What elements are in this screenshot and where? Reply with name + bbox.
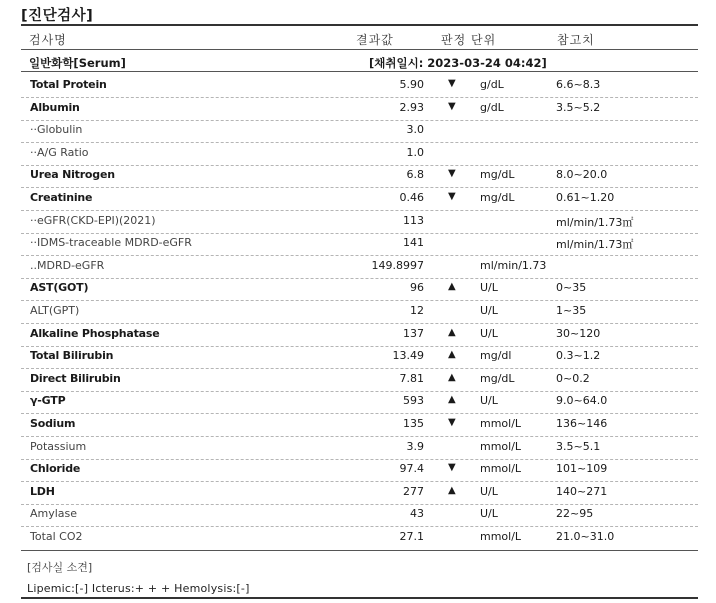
unit-cell: mmol/L xyxy=(480,530,522,543)
table-row xyxy=(21,390,698,414)
test-name: ALT(GPT) xyxy=(30,304,80,317)
high-flag-icon: ▲ xyxy=(448,394,456,405)
table-bottom-rule xyxy=(21,550,698,551)
table-row xyxy=(21,164,698,188)
col-header-flag: 판정 xyxy=(441,33,467,47)
test-name: Alkaline Phosphatase xyxy=(30,327,160,340)
unit-cell: U/L xyxy=(480,304,498,317)
unit-cell: U/L xyxy=(480,485,498,498)
result-value: 593 xyxy=(403,394,424,407)
table-row xyxy=(21,277,698,301)
test-name: LDH xyxy=(30,485,55,498)
high-flag-icon: ▲ xyxy=(448,485,456,496)
table-row xyxy=(21,232,698,256)
result-value: 141 xyxy=(403,236,424,249)
table-row xyxy=(21,458,698,482)
result-value: 43 xyxy=(410,507,424,520)
table-row xyxy=(21,436,698,460)
low-flag-icon: ▼ xyxy=(448,78,456,89)
result-value: 97.4 xyxy=(399,462,424,475)
table-row xyxy=(21,345,698,369)
result-value: 12 xyxy=(410,304,424,317)
unit-cell: mmol/L xyxy=(480,462,522,475)
col-header-test: 검사명 xyxy=(29,33,67,47)
unit-cell: ml/min/1.73 xyxy=(480,259,547,272)
result-value: 0.46 xyxy=(399,191,424,204)
table-row xyxy=(21,368,698,392)
unit-cell: mmol/L xyxy=(480,440,522,453)
result-value: 3.9 xyxy=(406,440,424,453)
unit-cell: mg/dL xyxy=(480,168,515,181)
table-row xyxy=(21,119,698,143)
test-name: Total Protein xyxy=(30,78,107,91)
result-value: 7.81 xyxy=(399,372,424,385)
unit-cell: mg/dL xyxy=(480,372,515,385)
result-value: 277 xyxy=(403,485,424,498)
table-row xyxy=(21,142,698,166)
high-flag-icon: ▲ xyxy=(448,349,456,360)
low-flag-icon: ▼ xyxy=(448,168,456,179)
table-row xyxy=(21,187,698,211)
low-flag-icon: ▼ xyxy=(448,417,456,428)
header-rule xyxy=(21,49,698,50)
low-flag-icon: ▼ xyxy=(448,191,456,202)
result-value: 137 xyxy=(403,327,424,340)
reference-range: 6.6~8.3 xyxy=(556,78,601,91)
table-row xyxy=(21,97,698,121)
test-name: Potassium xyxy=(30,440,87,453)
result-value: 27.1 xyxy=(399,530,424,543)
reference-range: 9.0~64.0 xyxy=(556,394,608,407)
reference-range: ml/min/1.73㎡ xyxy=(556,238,634,251)
table-row xyxy=(21,210,698,234)
result-value: 135 xyxy=(403,417,424,430)
notes-title: [검사실 소견] xyxy=(27,561,93,574)
test-name: Total Bilirubin xyxy=(30,349,114,362)
result-value: 96 xyxy=(410,281,424,294)
unit-cell: U/L xyxy=(480,394,498,407)
test-name: ··A/G Ratio xyxy=(30,146,89,159)
high-flag-icon: ▲ xyxy=(448,372,456,383)
test-name: Amylase xyxy=(30,507,78,520)
reference-range: 0~0.2 xyxy=(556,372,590,385)
report-title: [진단검사] xyxy=(21,8,94,24)
low-flag-icon: ▼ xyxy=(448,462,456,473)
title-rule xyxy=(21,24,698,26)
result-value: 3.0 xyxy=(406,123,424,136)
unit-cell: mg/dL xyxy=(480,191,515,204)
notes-rule xyxy=(21,597,698,599)
table-row xyxy=(21,526,698,549)
reference-range: 3.5~5.2 xyxy=(556,101,601,114)
reference-range: 140~271 xyxy=(556,485,608,498)
col-header-reference: 참고치 xyxy=(557,33,595,47)
result-value: 113 xyxy=(403,214,424,227)
table-row xyxy=(21,255,698,279)
reference-range: 0.3~1.2 xyxy=(556,349,601,362)
result-value: 149.8997 xyxy=(371,259,424,272)
reference-range: 8.0~20.0 xyxy=(556,168,608,181)
table-row xyxy=(21,481,698,505)
test-name: AST(GOT) xyxy=(30,281,89,294)
table-row xyxy=(21,323,698,347)
test-name: ..MDRD-eGFR xyxy=(30,259,105,272)
reference-range: 22~95 xyxy=(556,507,594,520)
test-name: ··Globulin xyxy=(30,123,83,136)
test-name: Total CO2 xyxy=(30,530,83,543)
table-row xyxy=(21,74,698,98)
test-name: γ-GTP xyxy=(30,394,66,407)
test-name: Creatinine xyxy=(30,191,93,204)
table-row xyxy=(21,413,698,437)
reference-range: 0.61~1.20 xyxy=(556,191,615,204)
low-flag-icon: ▼ xyxy=(448,101,456,112)
result-value: 1.0 xyxy=(406,146,424,159)
unit-cell: g/dL xyxy=(480,78,504,91)
reference-range: 30~120 xyxy=(556,327,601,340)
reference-range: 0~35 xyxy=(556,281,587,294)
table-row xyxy=(21,503,698,527)
section-name: 일반화학[Serum] xyxy=(29,56,126,70)
result-value: 13.49 xyxy=(392,349,424,362)
high-flag-icon: ▲ xyxy=(448,327,456,338)
table-row xyxy=(21,300,698,324)
unit-cell: g/dL xyxy=(480,101,504,114)
reference-range: 136~146 xyxy=(556,417,608,430)
result-value: 2.93 xyxy=(399,101,424,114)
unit-cell: mg/dl xyxy=(480,349,512,362)
result-value: 5.90 xyxy=(399,78,424,91)
high-flag-icon: ▲ xyxy=(448,281,456,292)
reference-range: 21.0~31.0 xyxy=(556,530,615,543)
reference-range: ml/min/1.73㎡ xyxy=(556,216,634,229)
unit-cell: U/L xyxy=(480,507,498,520)
test-name: Urea Nitrogen xyxy=(30,168,115,181)
unit-cell: mmol/L xyxy=(480,417,522,430)
test-name: ··eGFR(CKD-EPI)(2021) xyxy=(30,214,156,227)
unit-cell: U/L xyxy=(480,281,498,294)
reference-range: 3.5~5.1 xyxy=(556,440,601,453)
result-value: 6.8 xyxy=(406,168,424,181)
unit-cell: U/L xyxy=(480,327,498,340)
col-header-result: 결과값 xyxy=(356,33,394,47)
reference-range: 1~35 xyxy=(556,304,587,317)
test-name: Direct Bilirubin xyxy=(30,372,121,385)
notes-body: Lipemic:[-] Icterus:+ + + Hemolysis:[-] xyxy=(27,582,250,595)
section-rule xyxy=(21,71,698,72)
test-name: Albumin xyxy=(30,101,80,114)
col-header-unit: 단위 xyxy=(471,33,497,47)
test-name: Chloride xyxy=(30,462,81,475)
reference-range: 101~109 xyxy=(556,462,608,475)
test-name: Sodium xyxy=(30,417,76,430)
collection-datetime: [채취일시: 2023-03-24 04:42] xyxy=(369,56,547,70)
test-name: ··IDMS-traceable MDRD-eGFR xyxy=(30,236,192,249)
